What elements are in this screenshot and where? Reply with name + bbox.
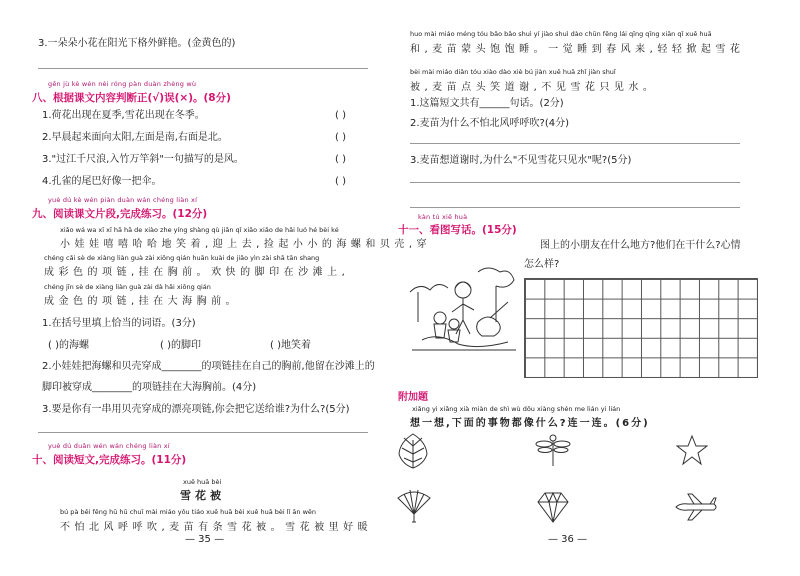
s9-q3: 3.要是你有一串用贝壳穿成的漂亮项链,你会把它送给谁?为什么?(5分) [42,404,350,415]
story-line3: 被,麦苗点头笑道谢,不见雪花只见水。 [410,82,658,93]
s11-prompt-1: 图上的小朋友在什么地方?他们在干什么?心情 [540,240,741,251]
s8-pinyin: gēn jù kè wén nèi róng pàn duàn zhèng wù [48,80,197,88]
kids-park-illustration [408,262,520,354]
story-line1: 不怕北风呼呼吹,麦苗有条雪花被。雪花被里好暖 [60,522,373,533]
passage-pinyin-2: chéng cǎi sè de xiàng liàn guà zài xiōng qián huān kuài de jiǎo yìn zài shā tān shang [44,254,320,262]
answer-line[interactable] [410,207,740,208]
section9-title: 九、阅读课文片段,完成练习。(12分) [32,208,208,220]
s9-q1-item-1[interactable]: ( )的海螺 [48,340,89,351]
page-number-right: — 36 — [548,534,588,545]
section8-title: 八、根据课文内容判断正(√)误(×)。(8分) [32,92,231,104]
s9-q2-a: 2.小娃娃把海螺和贝壳穿成________的项链挂在自己的胸前,他留在沙滩上的 [42,361,375,372]
extra-label: 附加题 [398,392,428,403]
s9-q1: 1.在括号里填上恰当的词语。(3分) [42,318,196,329]
s9-pinyin: yuè dú kè wén piàn duàn wán chéng liàn xí [48,196,198,204]
s9-q1-item-3[interactable]: ( )地笑着 [270,340,311,351]
s9-q1-item-2[interactable]: ( )的脚印 [160,340,201,351]
s10-pinyin: yuè dú duǎn wén wán chéng liàn xí [48,442,170,450]
s8-item-2: 2.早晨起来面向太阳,左面是南,右面是北。 [42,132,228,143]
writing-grid[interactable] [524,278,758,378]
s8-answer-4[interactable]: ( ) [335,176,346,187]
leaf-icon[interactable] [396,432,430,470]
s9-q2-b: 脚印被穿成________的项链挂在大海胸前。(4分) [42,382,257,393]
s11-prompt-2: 怎么样? [524,259,560,270]
answer-line[interactable] [410,143,740,144]
s10-q1: 1.这篇短文共有______句话。(2分) [410,98,564,109]
extra-title: 想一想,下面的事物都像什么?连一连。(6分) [410,418,650,429]
s8-item-3: 3."过江千尺浪,入竹万竿斜"一句描写的是风。 [42,154,244,165]
answer-line[interactable] [38,432,368,433]
passage-pinyin-1: xiǎo wá wa xī xī hā hā de xiào zhe yíng shàng qù jiǎn qǐ xiǎo xiǎo de hǎi luó hé bèi ké [60,226,339,234]
s8-answer-3[interactable]: ( ) [335,154,346,165]
s8-answer-1[interactable]: ( ) [335,110,346,121]
s10-q2: 2.麦苗为什么不怕北风呼呼吹?(4分) [410,118,570,129]
answer-line[interactable] [410,182,740,183]
passage-line-2: 成彩色的项链,挂在胸前。欢快的脚印在沙滩上, [44,267,350,278]
passage-line-3: 成金色的项链,挂在大海胸前。 [44,296,241,307]
story-line2-pinyin: huo mài miáo méng tóu bǎo bǎo shuì yí jiào shuì dào chūn fēng lái qīng qīng xiān qǐ xuě huā [410,30,712,38]
star-icon[interactable] [676,434,708,466]
left-q3-sentence: 3.一朵朵小花在阳光下格外鲜艳。(金黄色的) [38,38,236,49]
story-line2: 和,麦苗蒙头饱饱睡。一觉睡到春风来,轻轻掀起雪花 [410,44,745,55]
story-line1-pinyin: bú pà běi fēng hū hū chuī mài miáo yǒu tiáo xuě huā bèi xuě huā bèi lǐ ān wēn [60,508,317,516]
s10-q3: 3.麦苗想道谢时,为什么"不见雪花只见水"呢?(5分) [410,155,632,166]
story-line3-pinyin: bèi mài miáo diǎn tóu xiào dào xiè bú jiàn xuě huā zhǐ jiàn shuǐ [410,68,616,76]
answer-line[interactable] [38,68,368,69]
dragonfly-icon[interactable] [535,432,571,468]
s8-item-1: 1.荷花出现在夏季,雪花出现在冬季。 [42,110,205,121]
section10-title: 十、阅读短文,完成练习。(11分) [32,454,187,466]
story-title-pinyin: xuě huā bèi [183,478,222,486]
section11-title: 十一、看图写话。(15分) [398,224,517,236]
page-number-left: — 35 — [185,534,225,545]
passage-line-1: 小娃娃嘻嘻哈哈地笑着,迎上去,捡起小小的海螺和贝壳,穿 [60,239,432,250]
passage-pinyin-3: chéng jīn sè de xiàng liàn guà zài dà hǎi xiōng qián [44,283,211,291]
s8-answer-2[interactable]: ( ) [335,132,346,143]
fan-icon[interactable] [396,488,432,524]
diamond-icon[interactable] [536,490,570,524]
story-title: 雪花被 [180,489,225,502]
s8-item-4: 4.孔雀的尾巴好像一把伞。 [42,176,162,187]
airplane-icon[interactable] [674,492,718,522]
s11-pinyin: kàn tú xiě huà [418,213,468,221]
extra-pinyin: xiǎng yi xiǎng xià miàn de shì wù dōu xiàng shén me lián yi lián [412,405,621,413]
